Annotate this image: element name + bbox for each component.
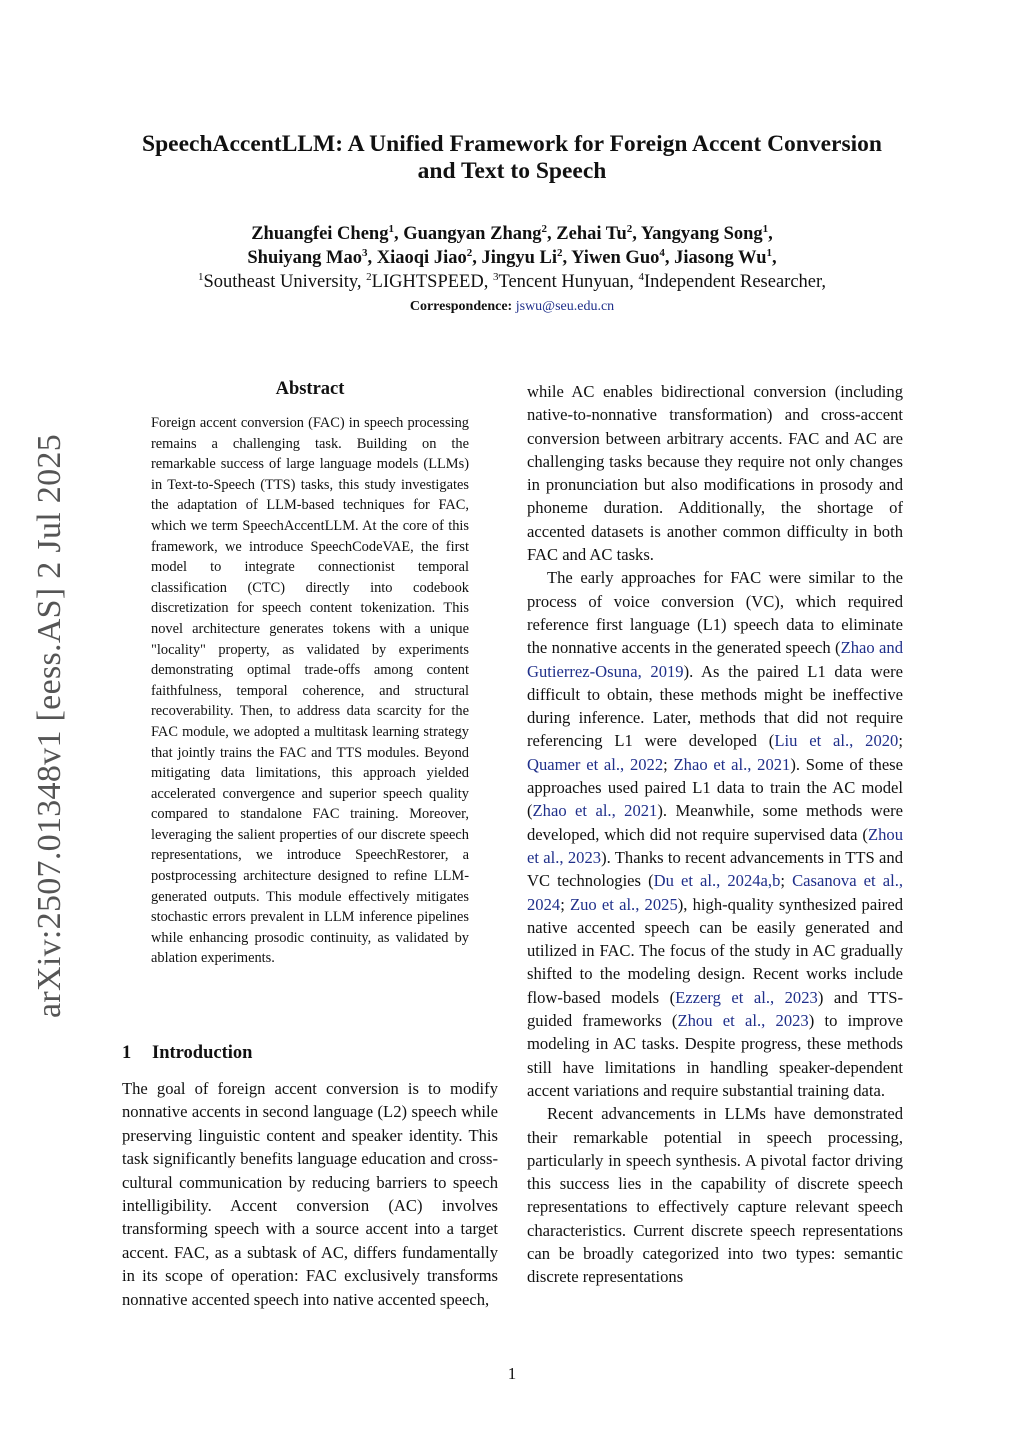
correspondence [100,299,924,315]
affil-sup: 3 [492,270,499,283]
citation-link[interactable]: Quamer et al., 2022 [527,754,664,774]
citation-link[interactable]: Zhou et al., 2023 [677,1011,809,1031]
citation-link[interactable]: Liu et al., 2020 [774,731,899,751]
author-name: Jiasong Wu [674,248,767,268]
citation-link[interactable]: Ezzerg et al., 2023 [675,987,818,1007]
section-number: 1 [122,1043,132,1063]
affiliation: Tencent Hunyuan [498,272,630,292]
affiliation: Southeast University [203,272,357,292]
author-affil-sup: 2 [541,222,548,235]
intro-left-paragraph: The goal of foreign accent conversion is to modify nonnative accents in second language (L2) speech while preserving linguistic content and speaker identity. This task significantly benefits language education and cross-cultural communication by reducing barriers to speech intelligibility. Accent conversion (AC) involves transforming speech with a source accent into a target accent. FAC, as a subtask of AC, differs fundamentally in its scope of operation: FAC exclusively transforms nonnative accented speech into native accented speech, [122,1079,498,1309]
citation-link[interactable]: Zhao and Gutierrez-Osuna, 2019 [527,638,903,681]
right-column [527,380,903,1289]
section-heading-introduction [122,1043,502,1064]
page-number: 1 [507,1364,517,1383]
author-name: Yangyang Song [640,224,763,244]
affiliation: Independent Researcher [643,272,822,292]
author-line-1: Zhuangfei Cheng$^1$, Guangyan Zhang$^2$, Zehai Tu$^2$, Yangyang Song$^1$, [251,222,773,244]
author-list [100,222,924,270]
correspondence-label: Correspondence: [409,299,513,314]
title-line-1: SpeechAccentLLM: A Unified Framework for Foreign Accent Conversion [142,131,882,157]
abstract-text: Foreign accent conversion (FAC) in speech processing remains a challenging task. Building on the remarkable success of large language models (LLMs) in Text-to-Speech (TTS) tasks, this study investigates the adaptation of LLM-based techniques for FAC, which we term SpeechAccentLLM. At the core of this framework, we introduce SpeechCodeVAE, the first model to integrate connectionist temporal classification (CTC) directly into codebook discretization for speech content tokenization. This novel architecture generates tokens with a unique "locality" property, as validated by experiments demonstrating optimal trade-offs among content faithfulness, temporal coherence, and structural recoverability. Then, to address data scarcity for the FAC module, we adopted a multitask learning strategy that jointly trains the FAC and TTS modules. Beyond mitigating data limitations, this approach yielded accelerated convergence and superior speech quality compared to standalone FAC training. Moreover, leveraging the salient properties of our discrete speech representations, we introduce SpeechRestorer, a postprocessing architecture designed to refine LLM-generated outputs. This module effectively mitigates stochastic errors prevalent in LLM inference pipelines while enhancing prosodic continuity, as validated by ablation experiments. [151,415,469,967]
citation-link[interactable]: Zuo et al., 2025 [570,894,678,914]
author-name: Yiwen Guo [571,248,660,268]
citation-link[interactable]: Du et al., 2024a,b [653,871,781,891]
author-affil-sup: 2 [626,222,633,235]
author-name: Xiaoqi Jiao [376,248,467,268]
abstract-heading: Abstract [275,379,345,399]
author-affil-sup: 3 [362,246,368,259]
affil-sup: 4 [638,270,644,283]
affil-sup: 2 [366,270,372,283]
intro-paragraph-continued: while AC enables bidirectional conversion (including native-to-nonnative transformation) and cross-accent conversion between arbitrary accents. FAC and AC are challenging tasks because they require not only changes in pronunciation but also modifications in prosody and phoneme duration. Additionally, the shortage of accented datasets is another common difficulty in both FAC and AC tasks. [527,382,903,565]
affiliation: LIGHTSPEED [371,272,484,292]
citation-link[interactable]: Zhao et al., 2021 [673,754,791,774]
title-line-2: and Text to Speech [417,158,607,184]
intro-paragraph-llm-advancements: Recent advancements in LLMs have demonstrated their remarkable potential in speech processing, particularly in speech synthesis. A pivotal factor driving this success lies in the capability of discrete speech representations to effectively capture relevant speech characteristics. Current discrete speech representations can be broadly categorized into two types: semantic discrete representations [527,1104,903,1287]
author-affil-sup: 2 [466,246,473,259]
correspondence-email-link[interactable]: jswu@seu.edu.cn [515,299,615,314]
author-affil-sup: 1 [766,246,772,259]
arxiv-id: arXiv:2507.01348v1 [eess.AS] 2 Jul 2025 [31,434,68,1018]
author-affil-sup: 4 [659,246,665,259]
citation-link[interactable]: Zhou et al., 2023 [527,824,903,867]
section-title: Introduction [152,1043,253,1063]
arxiv-sidebar-stamp [20,426,80,1026]
author-affil-sup: 2 [557,246,563,259]
intro-paragraph-early-approaches: The early approaches for FAC were similar to the process of voice conversion (VC), which required reference first language (L1) speech data to eliminate the nonnative accents in the generated speech (Zhao and Gutierrez-Osuna, 2019). As the paired L1 data were difficult to obtain, these methods might be ineffective during inference. Later, methods that did not require referencing L1 were developed (Liu et al., 2020; Quamer et al., 2022; Zhao et al., 2021). Some of these approaches used paired L1 data to train the AC model (Zhao et al., 2021). Meanwhile, some methods were developed, which did not require supervised data (Zhou et al., 2023). Thanks to recent advancements in TTS and VC technologies (Du et al., 2024a,b; Casanova et al., 2024; Zuo et al., 2025), high-quality synthesized paired native accented speech can be easily generated and utilized in FAC. The focus of the study in AC gradually shifted to the modeling design. Recent works include flow-based models (Ezzerg et al., 2023) and TTS-guided frameworks (Zhou et al., 2023) to improve modeling in AC tasks. Despite progress, these methods still have limitations in handling speaker-dependent accent variations and require substantial training data. [527,568,904,1100]
author-affil-sup: 1 [762,222,769,235]
affiliations: $^1$Southeast University, $^2$LIGHTSPEED, $^3$Tencent Hunyuan, $^4$Independent Researcher, [197,270,827,292]
author-name: Guangyan Zhang [403,224,542,244]
author-name: Zehai Tu [556,224,627,244]
author-name: Shuiyang Mao [247,248,363,268]
citation-link[interactable]: Zhao et al., 2021 [532,801,658,821]
affil-sup: 1 [197,270,204,283]
citation-link[interactable]: Casanova et al., 2024 [527,871,903,914]
author-line-2: Shuiyang Mao$^3$, Xiaoqi Jiao$^2$, Jingyu Li$^2$, Yiwen Guo$^4$, Jiasong Wu$^1$, [247,246,777,268]
author-affil-sup: 1 [388,222,394,235]
author-name: Jingyu Li [481,248,558,268]
author-name: Zhuangfei Cheng [251,224,389,244]
paper-title [100,131,924,185]
